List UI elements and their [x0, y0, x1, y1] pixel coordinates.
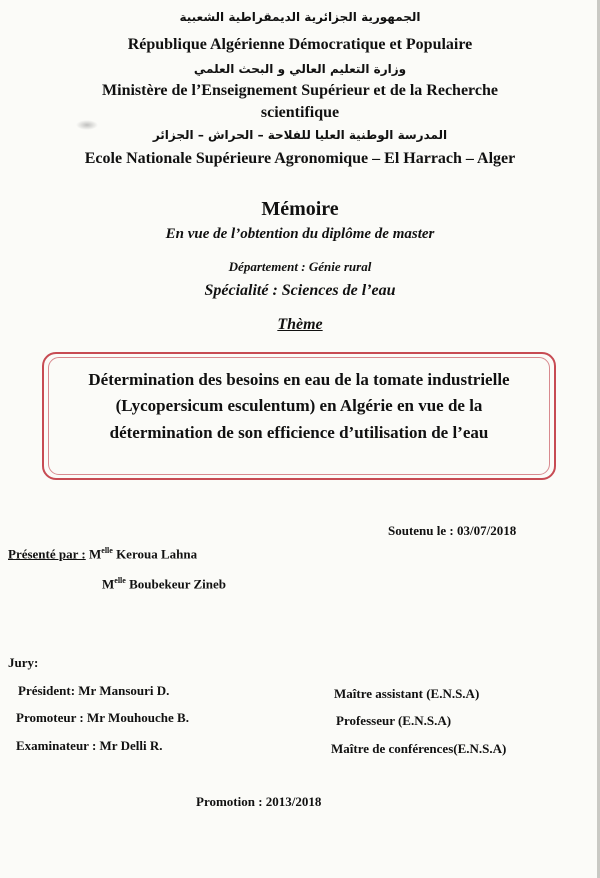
jury-examiner-role: Examinateur : Mr Delli R.	[16, 738, 163, 753]
student2-name: Boubekeur Zineb	[125, 576, 227, 592]
jury-promoter-rank: Professeur (E.N.S.A)	[336, 713, 452, 728]
promotion-line: Promotion : 2013/2018	[196, 794, 322, 809]
student2-row	[102, 576, 226, 592]
memoire-title: Mémoire	[261, 198, 339, 220]
department-line: Département : Génie rural	[228, 259, 372, 274]
ministry-heading-line2: scientifique	[260, 104, 340, 121]
jury-president-role: Président: Mr Mansouri D.	[18, 683, 170, 698]
arabic-ministry-heading: وزارة التعليم العالي و البحث العلمي	[193, 62, 407, 76]
student2-title-sup: elle	[114, 576, 126, 585]
student1-name: Keroua Lahna	[112, 546, 198, 562]
jury-president-rank: Maître assistant (E.N.S.A)	[334, 686, 480, 701]
arabic-republic-heading: الجمهورية الجزائرية الديمقراطية الشعبية	[179, 10, 421, 24]
jury-promoter-role: Promoteur : Mr Mouhouche B.	[16, 710, 189, 725]
presented-by-row	[8, 546, 197, 562]
defense-date: Soutenu le : 03/07/2018	[388, 523, 517, 538]
speciality-line: Spécialité : Sciences de l’eau	[204, 282, 396, 299]
ministry-heading-line1: Ministère de l’Enseignement Supérieur et de la Recherche	[102, 82, 498, 99]
republic-heading: République Algérienne Démocratique et Populaire	[127, 36, 473, 53]
subject-line3: détermination de son efficience d’utilisation de l’eau	[109, 423, 489, 442]
jury-label: Jury:	[8, 655, 39, 670]
school-heading: Ecole Nationale Supérieure Agronomique – El Harrach – Alger	[84, 150, 516, 167]
arabic-school-heading: المدرسة الوطنية العليا للفلاحة – الحراش – الجزائر	[152, 128, 448, 142]
theme-label: Thème	[277, 316, 323, 333]
subject-line2: (Lycopersicum esculentum) en Algérie en vue de la	[115, 396, 483, 415]
presented-by-label: Présenté par :	[8, 546, 86, 562]
student1-title-sup: elle	[101, 546, 113, 555]
subject-line1: Détermination des besoins en eau de la tomate industrielle	[88, 370, 510, 389]
diploma-purpose: En vue de l’obtention du diplôme de master	[165, 226, 435, 242]
student1-title: M	[88, 546, 102, 562]
jury-examiner-rank: Maître de conférences(E.N.S.A)	[331, 741, 507, 756]
student2-title: M	[102, 576, 115, 592]
